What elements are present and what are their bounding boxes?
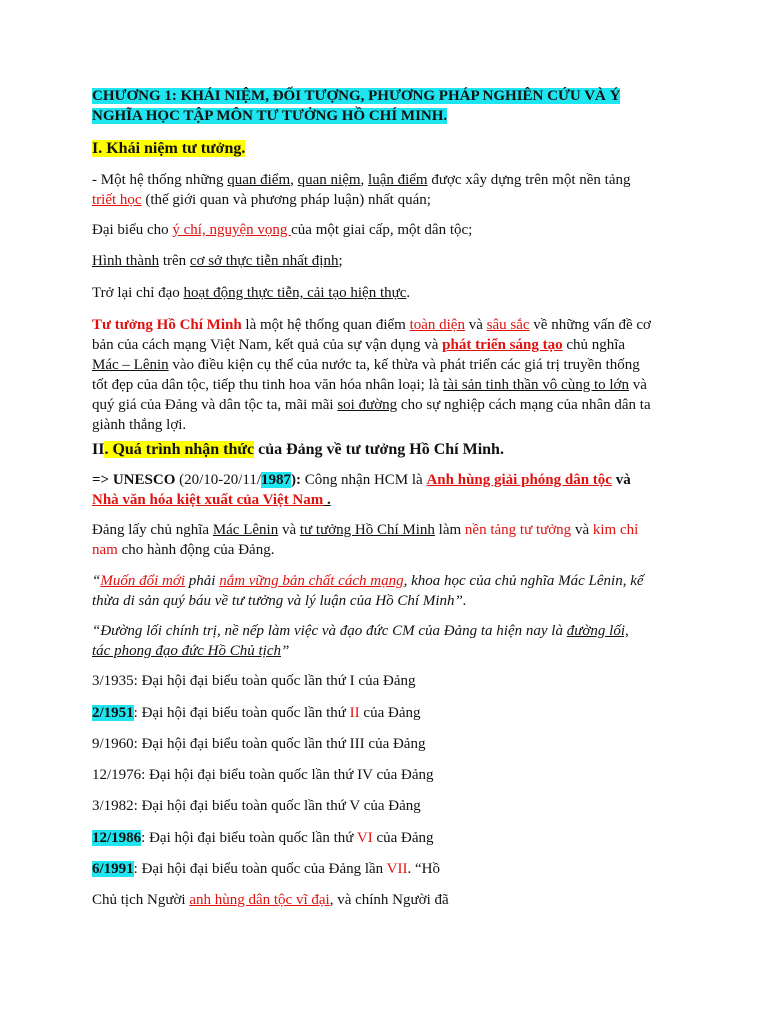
text-span: “	[92, 573, 101, 589]
text-span: Đảng lấy chủ nghĩa	[92, 522, 213, 538]
text-span: II	[92, 441, 105, 458]
congress-item-2	[92, 703, 682, 723]
text-span: cơ sở thực tiễn nhất định	[189, 253, 339, 269]
text-span: tác phong đạo đức Hồ Chủ tịch	[92, 643, 281, 659]
text-span: anh hùng dân tộc vĩ đại	[189, 892, 330, 908]
text-span: II	[349, 705, 360, 721]
text-span: Muốn đổi mới	[100, 573, 186, 589]
quote-1	[92, 571, 682, 611]
text-span: => UNESCO	[92, 472, 176, 488]
text-span: .	[323, 492, 331, 508]
text-span: chủ nghĩa	[562, 337, 626, 353]
text-span: thừa di sản quý báu về tư tưởng và lý luận của Hồ Chí Minh”.	[92, 593, 467, 609]
text-span: Nhà văn hóa kiệt xuất của Việt Nam	[92, 492, 324, 508]
text-span: Tư tưởng Hồ Chí Minh	[92, 317, 242, 333]
text-span: sâu sắc	[486, 317, 530, 333]
text-span: nền tảng tư tưởng	[464, 522, 572, 538]
text-span: 12/1986	[92, 830, 142, 846]
text-span: : Đại hội đại biểu toàn quốc của Đảng lần	[133, 861, 387, 877]
text-span: là một hệ thống quan điểm	[241, 317, 410, 333]
section1-paragraph-2	[92, 220, 682, 240]
text-span: 2/1951	[92, 705, 134, 721]
text-span: của Đảng về tư tưởng Hồ Chí Minh	[254, 441, 500, 458]
text-span: hoạt động thực tiễn, cải tạo hiện thực	[183, 285, 407, 301]
text-span: Đại biểu cho	[92, 222, 173, 238]
text-span: và	[628, 377, 647, 393]
text-span: phải	[185, 573, 220, 589]
text-span: : Đại hội đại biểu toàn quốc lần thứ	[141, 830, 357, 846]
text-span: Hình thành	[92, 253, 160, 269]
text-span: đường lối,	[566, 623, 629, 639]
text-span: và	[611, 472, 631, 488]
congress-item-3	[92, 734, 682, 754]
text-span: nắm vững bản chất cách mạng	[219, 573, 404, 589]
text-span: 3/1982	[92, 798, 134, 814]
text-span: ):	[291, 472, 302, 488]
text-span: toàn diện	[409, 317, 465, 333]
text-span: : Đại hội đại biểu toàn quốc lần thứ V của Đảng	[133, 798, 421, 814]
text-span: VII	[386, 861, 408, 877]
text-span: và	[464, 317, 487, 333]
section2-paragraph-1	[92, 520, 682, 560]
text-span: của Đảng	[372, 830, 434, 846]
unesco-paragraph	[92, 470, 682, 510]
text-span: ,	[290, 172, 298, 188]
text-span: Mác – Lênin	[92, 357, 169, 373]
text-span: về những vấn đề cơ	[529, 317, 651, 333]
text-span: 1987	[261, 472, 292, 488]
text-span: .	[406, 285, 411, 301]
text-span: 12/1976	[92, 767, 142, 783]
text-span: phát triển sáng tạo	[442, 337, 563, 353]
text-span: 3/1935	[92, 673, 134, 689]
text-span: Mác Lênin	[212, 522, 279, 538]
text-span: “Đường lối chính trị, nề nếp làm việc và đạo đức CM của Đảng ta hiện nay là	[92, 623, 567, 639]
text-span: - Một hệ thống những	[92, 172, 228, 188]
text-span: (20/10-20/11/	[175, 472, 262, 488]
text-span: : Đại hội đại biểu toàn quốc lần thứ I của Đảng	[133, 673, 416, 689]
text-span: cho sự nghiệp cách mạng của nhân dân ta	[397, 397, 651, 413]
text-span: tư tưởng Hồ Chí Minh	[299, 522, 435, 538]
text-span: (thế giới quan và phương pháp luận) nhất quán;	[141, 192, 431, 208]
text-span: Trở lại chỉ đạo	[92, 285, 184, 301]
text-span: , và chính Người đã	[329, 892, 449, 908]
text-span: kim chỉ	[592, 522, 639, 538]
congress-item-6	[92, 828, 682, 848]
section1-heading	[92, 138, 682, 160]
text-span: tài sản tinh thần vô cùng to lớn	[443, 377, 629, 393]
quote-2	[92, 621, 682, 661]
congress-item-4	[92, 765, 682, 785]
section1-paragraph-5	[92, 315, 682, 435]
section1-paragraph-4	[92, 283, 682, 303]
congress-item-1	[92, 671, 682, 691]
text-span: . Quá trình nhận thức	[104, 441, 255, 458]
last-paragraph	[92, 890, 682, 910]
text-span: triết học	[92, 192, 142, 208]
text-span: cho hành động của Đảng.	[117, 542, 275, 558]
text-span: làm	[434, 522, 465, 538]
text-span: nam	[92, 542, 118, 558]
text-span: . “Hồ	[407, 861, 440, 877]
chapter-title-line1: CHƯƠNG 1: KHÁI NIỆM, ĐỐI TƯỢNG, PHƯƠNG PHÁP NGHIÊN CỨU VÀ Ý	[92, 88, 621, 104]
chapter-title-line2: NGHĨA HỌC TẬP MÔN TƯ TƯỞNG HỒ CHÍ MINH.	[92, 108, 448, 124]
text-span: : Đại hội đại biểu toàn quốc lần thứ	[133, 705, 350, 721]
section1-paragraph-3	[92, 251, 682, 271]
text-span: Công nhận HCM là	[301, 472, 427, 488]
text-span: tốt đẹp của dân tộc, tiếp thu tinh hoa văn hóa nhân loại; là	[92, 377, 444, 393]
section1-paragraph-1	[92, 170, 682, 210]
text-span: ý chí, nguyện vọng	[172, 222, 292, 238]
text-span: : Đại hội đại biểu toàn quốc lần thứ IV của Đảng	[141, 767, 434, 783]
congress-item-7	[92, 859, 682, 879]
text-span: : Đại hội đại biểu toàn quốc lần thứ III của Đảng	[133, 736, 426, 752]
text-span: soi đường	[337, 397, 398, 413]
text-span: bản của cách mạng Việt Nam, kết quả của sự vận dụng và	[92, 337, 443, 353]
text-span: trên	[159, 253, 190, 269]
text-span: VI	[356, 830, 373, 846]
text-span: quý giá của Đảng và dân tộc ta, mãi mãi	[92, 397, 338, 413]
text-span: , khoa học của chủ nghĩa Mác Lênin, kế	[403, 573, 644, 589]
text-span: ”	[281, 643, 290, 659]
congress-item-5	[92, 796, 682, 816]
text-span: của Đảng	[359, 705, 421, 721]
text-span: được xây dựng trên một nền tảng	[427, 172, 631, 188]
text-span: luận điểm	[368, 172, 428, 188]
text-span: .	[499, 441, 504, 458]
text-span: vào điều kiện cụ thể của nước ta, kế thừa và phát triển các giá trị truyền thống	[168, 357, 640, 373]
text-span: và	[278, 522, 300, 538]
text-span: của một giai cấp, một dân tộc;	[291, 222, 473, 238]
text-span: và	[571, 522, 593, 538]
text-span: Chủ tịch Người	[92, 892, 190, 908]
text-span: quan điểm	[227, 172, 291, 188]
chapter-title	[92, 86, 682, 126]
text-span: quan niệm	[297, 172, 361, 188]
text-span: ;	[338, 253, 343, 269]
text-span: Anh hùng giải phóng dân tộc	[426, 472, 612, 488]
text-span: I. Khái niệm tư tưởng.	[92, 140, 246, 157]
text-span: 6/1991	[92, 861, 134, 877]
text-span: 9/1960	[92, 736, 134, 752]
text-span: giành thắng lợi.	[92, 417, 187, 433]
text-span: ,	[360, 172, 369, 188]
section2-heading	[92, 439, 682, 461]
